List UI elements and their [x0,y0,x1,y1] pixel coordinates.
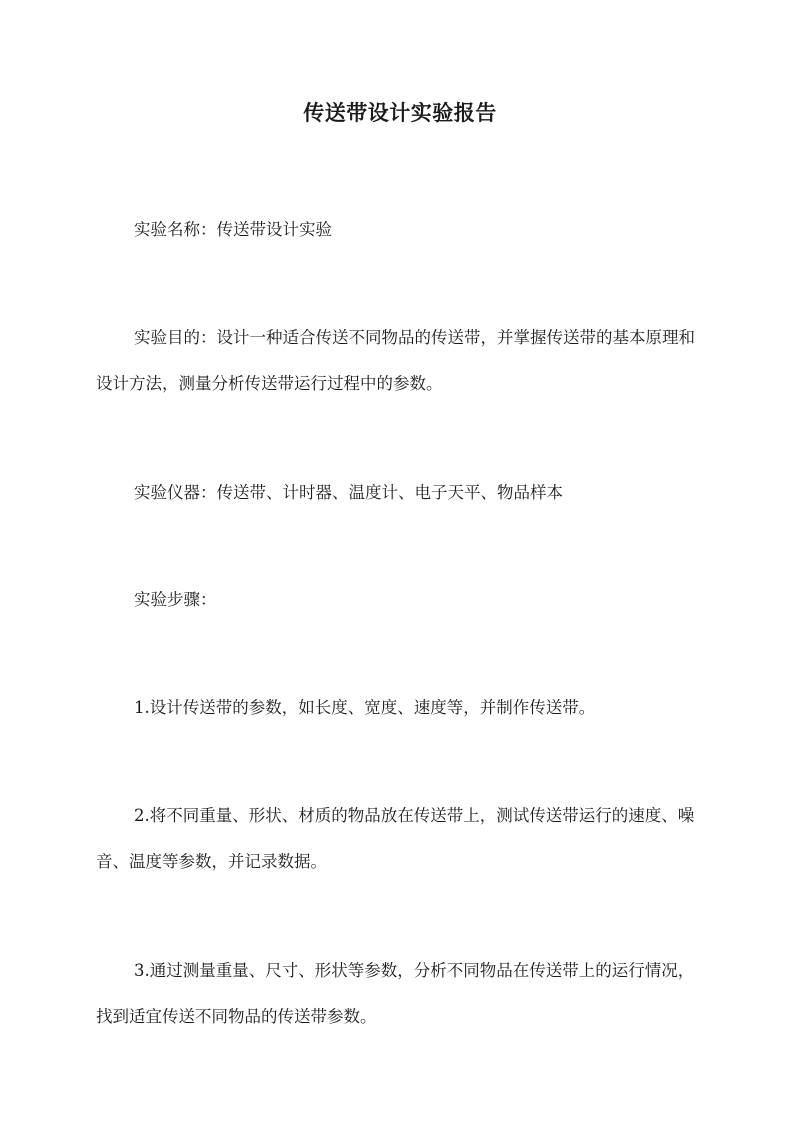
step-1-paragraph: 1.设计传送带的参数，如长度、宽度、速度等，并制作传送带。 [134,698,596,717]
experiment-steps-heading: 实验步骤： [134,590,217,609]
step-2-paragraph: 2.将不同重量、形状、材质的物品放在传送带上，测试传送带运行的速度、噪音、温度等参数，并记录数据。 [96,806,695,871]
document-title: 传送带设计实验报告 [303,100,497,125]
experiment-name-paragraph: 实验名称：传送带设计实验 [134,220,332,239]
step-3-paragraph: 3.通过测量重量、尺寸、形状等参数，分析不同物品在传送带上的运行情况，找到适宜传送不同物品的传送带参数。 [96,961,695,1026]
experiment-instruments-paragraph: 实验仪器：传送带、计时器、温度计、电子天平、物品样本 [134,483,563,502]
experiment-aim-paragraph: 实验目的：设计一种适合传送不同物品的传送带，并掌握传送带的基本原理和设计方法，测量分析传送带运行过程中的参数。 [96,328,695,393]
